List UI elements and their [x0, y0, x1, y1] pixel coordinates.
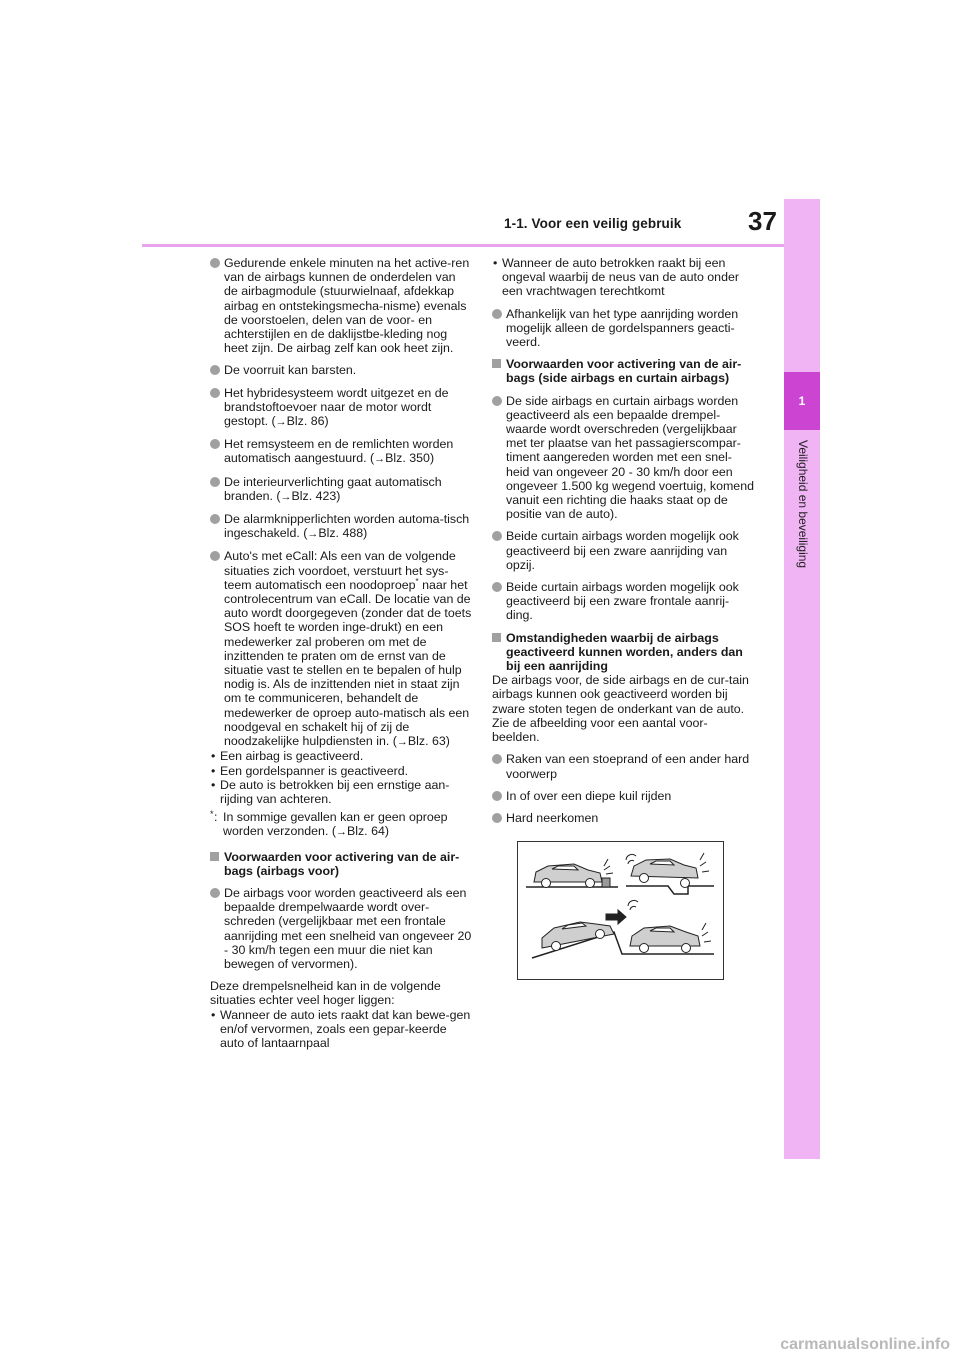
arrow-icon: → — [335, 826, 347, 839]
list-item — [210, 475, 472, 504]
bullet-text: In of over een diepe kuil rijden — [506, 788, 672, 803]
bullet-dot-icon — [210, 477, 220, 487]
bracket: ) — [384, 824, 389, 839]
car-landing-icon — [532, 900, 714, 958]
header-rule — [142, 244, 784, 247]
bracket: ) — [445, 734, 450, 749]
chapter-number: 1 — [784, 372, 820, 430]
bullet-dot-icon — [210, 888, 220, 898]
page-number: 37 — [748, 206, 777, 236]
paragraph: Deze drempelsnelheid kan in de volgende situaties echter veel hoger liggen: — [210, 979, 441, 1008]
list-item — [492, 580, 754, 623]
list-item — [210, 363, 472, 377]
left-column — [210, 256, 472, 1050]
bullet-dot-icon — [210, 514, 220, 524]
bullet-text: De alarmknipperlichten worden automa-tisch ingeschakeld. ( — [224, 512, 470, 541]
section-heading — [492, 357, 754, 385]
bullet-dot-icon — [492, 813, 502, 823]
right-column — [492, 256, 754, 833]
page-reference-link[interactable]: Blz. 63 — [407, 734, 446, 749]
list-item — [492, 529, 754, 572]
section-heading — [210, 850, 472, 878]
bracket: ) — [336, 488, 341, 503]
heading-text: Voorwaarden voor activering van de air-bags (airbags voor) — [224, 849, 460, 878]
list-item — [210, 512, 472, 541]
footnote-colon: : — [214, 810, 218, 825]
side-tab-strip — [784, 199, 820, 1159]
footnote-marker: * — [415, 576, 419, 586]
sub-list — [210, 749, 472, 806]
bullet-dot-icon — [492, 531, 502, 541]
list-item — [210, 386, 472, 430]
bracket: ) — [324, 414, 329, 429]
bullet-text: De voorruit kan barsten. — [224, 363, 357, 378]
heading-text: Voorwaarden voor activering van de air-bags (side airbags en curtain airbags) — [506, 357, 742, 386]
bullet-text: Hard neerkomen — [506, 810, 599, 825]
car-curb-icon — [526, 859, 618, 888]
bullet-text: De interieurverlichting gaat automatisch branden. ( — [224, 474, 442, 503]
heading-text: Omstandigheden waarbij de airbags geactiveerd kunnen worden, anders dan bij een aanrijding — [506, 630, 743, 674]
paragraph: De airbags voor, de side airbags en de cur-tain airbags kunnen ook geactiveerd worden bij zware stoten tegen de onderkant van de auto. Zie de afbeelding voor een aantal voor-beelden. — [492, 673, 749, 745]
bullet-dot-icon — [492, 754, 502, 764]
bullet-dot-icon — [210, 551, 220, 561]
bullet-text: Gedurende enkele minuten na het active-ren van de airbags kunnen de onderdelen van de airbagmodule (stuurwielnaaf, afdekkap airbag en ontstekingsmecha-nisme) evenals de voorstoelen, delen van de voor- en achterstijlen en de daklijstbe-kleding nog heet zijn. De airbag zelf kan ook heet zijn. — [224, 256, 470, 356]
page-reference-link[interactable]: Blz. 488 — [318, 526, 364, 541]
arrow-icon: → — [374, 453, 386, 466]
list-item — [210, 437, 472, 466]
sub-list-item: • Wanneer de auto betrokken raakt bij een ongeval waarbij de neus van de auto onder een vrachtwagen terechtkomt — [492, 256, 754, 299]
square-bullet-icon — [492, 359, 501, 368]
bullet-dot-icon — [210, 365, 220, 375]
chapter-title: Veiligheid en beveiliging — [796, 440, 810, 569]
bullet-dot-icon — [210, 388, 220, 398]
bullet-text: Beide curtain airbags worden mogelijk ook geactiveerd bij een zware aanrijding van opzij. — [506, 529, 739, 572]
square-bullet-icon — [492, 633, 501, 642]
square-bullet-icon — [210, 852, 219, 861]
page-reference-link[interactable]: Blz. 64 — [346, 824, 385, 839]
sub-list-item: • Wanneer de auto iets raakt dat kan bewe-gen en/of vervormen, zoals een gepar-keerde auto of lantaarnpaal — [210, 1008, 472, 1051]
list-item — [492, 394, 754, 522]
bullet-text: Beide curtain airbags worden mogelijk ook geactiveerd bij een zware frontale aanrij-ding. — [506, 580, 739, 623]
arrow-icon: → — [275, 416, 287, 429]
bracket: ) — [363, 526, 368, 541]
page-reference-link[interactable]: Blz. 350 — [385, 451, 430, 466]
arrow-icon: → — [307, 528, 319, 541]
bullet-text: naar het controlecentrum van eCall. De locatie van de auto wordt doorgegeven (zonder dat de toets SOS hoeft te worden inge-drukt) en een medewerker zal proberen om met de inzittenden te praten om de ernst van de situatie vast te stellen en te bepalen of hulp nodig is. Als de inzittenden niet in staat zijn om te communiceren, behandelt de medewerker de oproep auto-matisch als een noodgeval en schakelt hij of zij de noodzakelijke hulpdiensten in. ( — [224, 577, 472, 749]
bullet-dot-icon — [210, 439, 220, 449]
sub-list-item: • De auto is betrokken bij een ernstige aan-rijding van achteren. — [210, 778, 472, 806]
list-item — [492, 752, 754, 780]
bullet-text: Het hybridesysteem wordt uitgezet en de brandstoftoevoer naar de motor wordt gestopt. ( — [224, 385, 449, 429]
list-item — [492, 789, 754, 803]
bullet-text: Afhankelijk van het type aanrijding worden mogelijk alleen de gordelspanners geacti-veerd. — [506, 306, 739, 350]
bullet-dot-icon — [492, 396, 502, 406]
bullet-dot-icon — [492, 582, 502, 592]
footnote — [210, 810, 472, 839]
page-reference-link[interactable]: Blz. 86 — [286, 414, 325, 429]
list-item — [210, 886, 472, 971]
bullet-dot-icon — [210, 258, 220, 268]
bullet-dot-icon — [492, 309, 502, 319]
bracket: ) — [429, 451, 435, 466]
sub-list-item: • Een gordelspanner is geactiveerd. — [210, 764, 472, 778]
bullet-dot-icon — [492, 791, 502, 801]
sub-list-item: • Een airbag is geactiveerd. — [210, 749, 472, 763]
bullet-text: De airbags voor worden geactiveerd als een bepaalde drempelwaarde wordt over-schreden (vergelijkbaar met een frontale aanrijding met een snelheid van ongeveer 20 - 30 km/h tegen een muur die niet kan bewegen of vervormen). — [224, 885, 472, 971]
bullet-text: Auto's met eCall: Als een van de volgende situaties zich voordoet, verstuurt het sys-teem automatisch een noodoproep — [224, 549, 456, 592]
page-reference-link[interactable]: Blz. 423 — [291, 488, 337, 503]
footnote-text: In sommige gevallen kan er geen oproep worden verzonden. ( — [223, 810, 448, 839]
section-title: 1-1. Voor een veilig gebruik — [504, 216, 682, 231]
arrow-icon: → — [396, 736, 408, 749]
car-pothole-icon — [626, 853, 714, 894]
section-heading — [492, 631, 754, 674]
watermark-text: carmanualsonline.info — [780, 1336, 950, 1353]
bullet-text: De side airbags en curtain airbags worden geactiveerd als een bepaalde drempel-waarde wordt overschreden (vergelijkbaar met ter plaatse van het passagierscompar-timent aangereden worden met een snel-heid van ongeveer 20 - 30 km/h door een ongeveer 1.500 kg wegend voertuig, komend vanuit een richting die haaks staat op de positie van de auto). — [506, 393, 754, 522]
airbag-activation-illustration — [517, 841, 724, 980]
list-item-ecall — [210, 549, 472, 749]
arrow-icon: → — [280, 490, 292, 503]
bullet-text: Het remsysteem en de remlichten worden automatisch aangestuurd. ( — [224, 437, 454, 466]
list-item — [210, 256, 472, 355]
footnote-marker: * — [210, 809, 214, 820]
list-item — [492, 307, 754, 350]
illustration-svg — [518, 842, 723, 979]
list-item — [492, 811, 754, 825]
bullet-text: Raken van een stoeprand of een ander hard voorwerp — [506, 752, 750, 781]
